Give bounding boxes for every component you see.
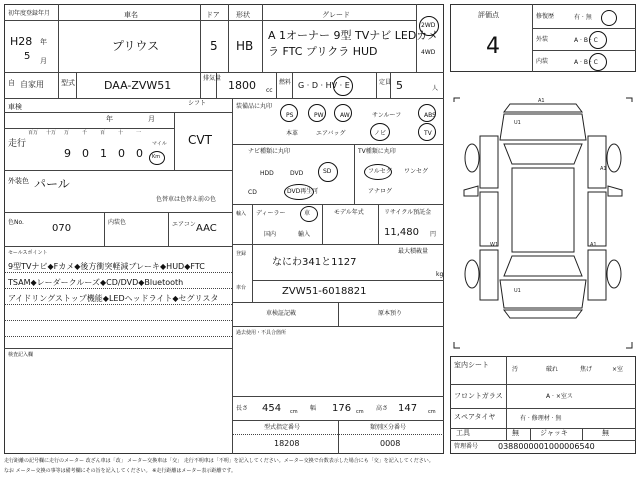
car-name-value: プリウス bbox=[112, 39, 160, 53]
navi-circle-mark bbox=[370, 123, 390, 141]
height-label: 高さ bbox=[376, 405, 389, 412]
pw-circle-mark bbox=[308, 104, 326, 122]
fuel-label: 燃料 bbox=[279, 79, 292, 86]
mileage-digit-4: 0 bbox=[136, 147, 143, 160]
shape-value: HB bbox=[236, 39, 254, 53]
reg-number-side-label: 登録 bbox=[236, 251, 247, 257]
capacity-unit: 人 bbox=[432, 85, 439, 92]
tools-value: 無 bbox=[512, 429, 519, 437]
svg-text:A1: A1 bbox=[538, 98, 545, 104]
equipment-item-1: PW bbox=[314, 112, 324, 119]
max-load-unit: kg bbox=[436, 271, 444, 278]
width-value: 176 bbox=[332, 403, 352, 414]
equipment-item-2: AW bbox=[340, 112, 350, 119]
height-value: 147 bbox=[398, 403, 418, 414]
seat-option-1: 破れ bbox=[546, 366, 559, 373]
mileage-digit-2: 1 bbox=[100, 147, 107, 160]
displacement-unit: cc bbox=[266, 87, 273, 94]
jack-value: 無 bbox=[602, 429, 609, 437]
interior-b-circle-mark bbox=[589, 53, 607, 71]
grade-line2: ラ FTC プリクラ HUD bbox=[268, 45, 378, 58]
rating-label: 評価点 bbox=[478, 11, 499, 19]
first-reg-month-unit: 月 bbox=[40, 57, 47, 65]
sales-point-line-2: TSAM◆レーダークルーズ◆CD/DVD◆Bluetooth bbox=[8, 278, 184, 287]
original-label: 原本預り bbox=[378, 310, 403, 317]
shape-label: 形状 bbox=[236, 11, 250, 19]
jack-label: ジャッキ bbox=[540, 429, 568, 437]
mileage-label: 走行 bbox=[8, 139, 27, 149]
capacity-value: 5 bbox=[396, 79, 403, 92]
repair-none-circle-mark bbox=[601, 10, 617, 26]
tv-oneseg: ワンセグ bbox=[404, 168, 429, 175]
equipment-item-0: PS bbox=[286, 112, 294, 119]
type-cert-label: 型式指定番号 bbox=[264, 424, 301, 431]
2wd-label: 2WD bbox=[421, 22, 436, 29]
svg-text:A1: A1 bbox=[600, 166, 607, 172]
sales-point-line-3: アイドリングストップ機能◆LEDヘッドライト◆セグリスタ bbox=[8, 294, 219, 303]
seat-option-2: 焦げ bbox=[580, 366, 593, 373]
ac-label: エアコン bbox=[172, 221, 196, 228]
equipment-item2-2: ノビ bbox=[374, 130, 387, 137]
ps-circle-mark bbox=[280, 104, 298, 122]
doors-value: 5 bbox=[210, 39, 218, 53]
equipment-item2-1: エアバッグ bbox=[316, 130, 346, 137]
svg-text:U1: U1 bbox=[514, 120, 521, 126]
interior-label: 内装 bbox=[536, 58, 549, 65]
equipment-title: 装備品に丸印 bbox=[236, 103, 273, 110]
equipment-item-4: ABS bbox=[424, 112, 436, 119]
capacity-label: 定員 bbox=[379, 79, 392, 86]
tv-circle-mark bbox=[418, 123, 436, 141]
exterior-label: 外装 bbox=[536, 36, 549, 43]
nav-title: ナビ種類に丸印 bbox=[248, 148, 291, 155]
height-unit: cm bbox=[428, 409, 436, 415]
dealer-side-label: 輸入 bbox=[236, 211, 247, 217]
first-reg-label: 初年度登録年月 bbox=[8, 10, 51, 17]
import-label: 輸入 bbox=[298, 231, 311, 238]
glass-options: A · ×室ス bbox=[546, 393, 573, 400]
sales-point-line-1: 9型TVナビ◆Fカメ◆後方衝突軽減ブレーキ◆HUD◆FTC bbox=[8, 262, 205, 271]
interior-color-label: 内装色 bbox=[108, 219, 127, 226]
exterior-color-value: パール bbox=[34, 177, 70, 191]
first-reg-value: H28 bbox=[10, 35, 33, 48]
width-unit: cm bbox=[356, 409, 364, 415]
equipment-item2-3: TV bbox=[424, 130, 432, 137]
length-label: 長さ bbox=[236, 405, 249, 412]
inspector-label: 検査記入欄 bbox=[8, 352, 34, 358]
inspection-year: 年 bbox=[106, 115, 113, 123]
mileage-km-label: Km bbox=[152, 154, 161, 160]
chassis-side-label: 車台 bbox=[236, 285, 247, 291]
mgmt-label: 管理番号 bbox=[454, 443, 479, 450]
dealer-label: ディーラー bbox=[256, 210, 286, 217]
shift-label: シフト bbox=[188, 100, 207, 107]
aw-circle-mark bbox=[334, 104, 352, 122]
domestic-label: 国内 bbox=[264, 231, 277, 238]
model-year-label: モデル年式 bbox=[334, 209, 364, 216]
first-reg-year-unit: 年 bbox=[40, 38, 47, 46]
expired-label: 過去使用・不具合箇所 bbox=[236, 330, 287, 336]
color-no-value: 070 bbox=[52, 223, 72, 234]
glass-label: フロントガラス bbox=[454, 392, 503, 400]
nav-hdd: HDD bbox=[260, 170, 274, 177]
nav-dvd-play: DVD再生可 bbox=[287, 188, 319, 195]
model-label: 型式 bbox=[61, 79, 75, 87]
category-label: 類別区分番号 bbox=[370, 424, 407, 431]
chassis-value: ZVW51-6018821 bbox=[282, 286, 367, 297]
footer-note-1: 走行距離の記号欄に走行のメーター 改ざん車は「改」 メーター交換車は「交」 走行不明車は「不明」を記入してください。メーター交換で台数表示した場合にも「交」を記入してください。 bbox=[4, 458, 434, 464]
first-reg-month: 5 bbox=[24, 51, 31, 62]
rating-value: 4 bbox=[486, 34, 500, 59]
sales-point-label: セールスポイント bbox=[8, 250, 48, 256]
use-label: 自 bbox=[8, 79, 15, 87]
equipment-item2-0: 本革 bbox=[286, 130, 299, 137]
mileage-unit-0: 百万 bbox=[28, 130, 39, 136]
seat-option-0: 汚 bbox=[512, 366, 519, 373]
repair-options: 有 · 無 bbox=[574, 14, 592, 21]
doors-label: ドア bbox=[206, 11, 220, 19]
mileage-mile-label: マイル bbox=[152, 141, 167, 147]
color-change-note: 色替車は色替え前の色 bbox=[156, 196, 217, 203]
shift-value: CVT bbox=[188, 133, 212, 147]
svg-text:W1: W1 bbox=[490, 242, 499, 248]
exterior-options: A · B · C bbox=[574, 37, 598, 44]
exterior-b-circle-mark bbox=[589, 31, 607, 49]
nav-sd: SD bbox=[323, 168, 332, 175]
mileage-unit-6: 一 bbox=[136, 130, 142, 136]
tools-label: 工具 bbox=[456, 429, 470, 437]
color-no-label: 色No. bbox=[8, 219, 24, 226]
footer-note-2: なお メーター交換の事等は備考欄にその旨を記入してください。 ※走行距離はメーター表示距離です。 bbox=[4, 468, 236, 474]
svg-text:A1: A1 bbox=[590, 242, 597, 248]
hv-circle-mark bbox=[333, 76, 353, 96]
mileage-unit-3: 千 bbox=[82, 130, 88, 136]
mileage-unit-2: 万 bbox=[64, 130, 70, 136]
interior-options: A · B · C bbox=[574, 59, 598, 66]
nav-cd: CD bbox=[248, 189, 257, 196]
mileage-digit-1: 0 bbox=[82, 147, 89, 160]
use-value: 自家用 bbox=[20, 80, 44, 89]
dealer-value: 車 bbox=[304, 210, 311, 217]
max-load-label: 最大積載量 bbox=[398, 248, 429, 255]
mileage-unit-5: 十 bbox=[118, 130, 124, 136]
width-label: 幅 bbox=[310, 405, 317, 412]
seat-option-3: ×室 bbox=[612, 366, 624, 373]
ac-value: AAC bbox=[196, 223, 217, 234]
length-unit: cm bbox=[290, 409, 298, 415]
mgmt-value: 0388000001000006540 bbox=[498, 442, 595, 451]
recycle-label: リサイクル預託金 bbox=[384, 209, 432, 216]
tv-analog: アナログ bbox=[368, 188, 393, 195]
svg-text:U1: U1 bbox=[514, 288, 521, 294]
mileage-digit-3: 0 bbox=[118, 147, 125, 160]
abs-circle-mark bbox=[418, 104, 436, 122]
mileage-unit-4: 百 bbox=[100, 130, 106, 136]
reg-number-value: なにわ341と1127 bbox=[272, 257, 357, 268]
spare-label: スペアタイヤ bbox=[454, 413, 496, 421]
category-value: 0008 bbox=[380, 439, 401, 448]
model-value: DAA-ZVW51 bbox=[104, 79, 172, 92]
mileage-digit-0: 9 bbox=[64, 147, 71, 160]
4wd-label: 4WD bbox=[421, 49, 436, 56]
tv-fullseg: フルセグ bbox=[368, 168, 392, 175]
inspection-label: 車検 bbox=[8, 103, 22, 111]
mileage-unit-1: 十万 bbox=[46, 130, 57, 136]
nav-dvd: DVD bbox=[290, 170, 304, 177]
displacement-label: 排気量 bbox=[203, 75, 222, 82]
grade-label: グレード bbox=[322, 11, 350, 19]
equipment-item-3: サンルーフ bbox=[372, 112, 402, 119]
displacement-value: 1800 bbox=[228, 79, 256, 92]
spare-options: 有 · 修理材 · 無 bbox=[520, 415, 562, 422]
inspection-month: 月 bbox=[148, 115, 155, 123]
tv-title: TV種類に丸印 bbox=[358, 148, 396, 155]
reg-cert-label: 車検証記載 bbox=[266, 310, 297, 317]
recycle-value: 11,480 bbox=[384, 227, 419, 238]
exterior-color-label: 外装色 bbox=[8, 177, 29, 185]
length-value: 454 bbox=[262, 403, 282, 414]
recycle-unit: 円 bbox=[430, 231, 437, 238]
car-damage-diagram bbox=[450, 96, 636, 352]
seat-label: 室内シート bbox=[454, 361, 489, 369]
type-cert-value: 18208 bbox=[274, 439, 300, 448]
car-name-label: 車名 bbox=[124, 11, 138, 19]
grade-line1: A 1オーナー 9型 TVナビ LEDカメ bbox=[268, 29, 439, 42]
fuel-options: G · D · HV · E bbox=[298, 81, 350, 90]
repair-label: 修復歴 bbox=[536, 13, 555, 20]
